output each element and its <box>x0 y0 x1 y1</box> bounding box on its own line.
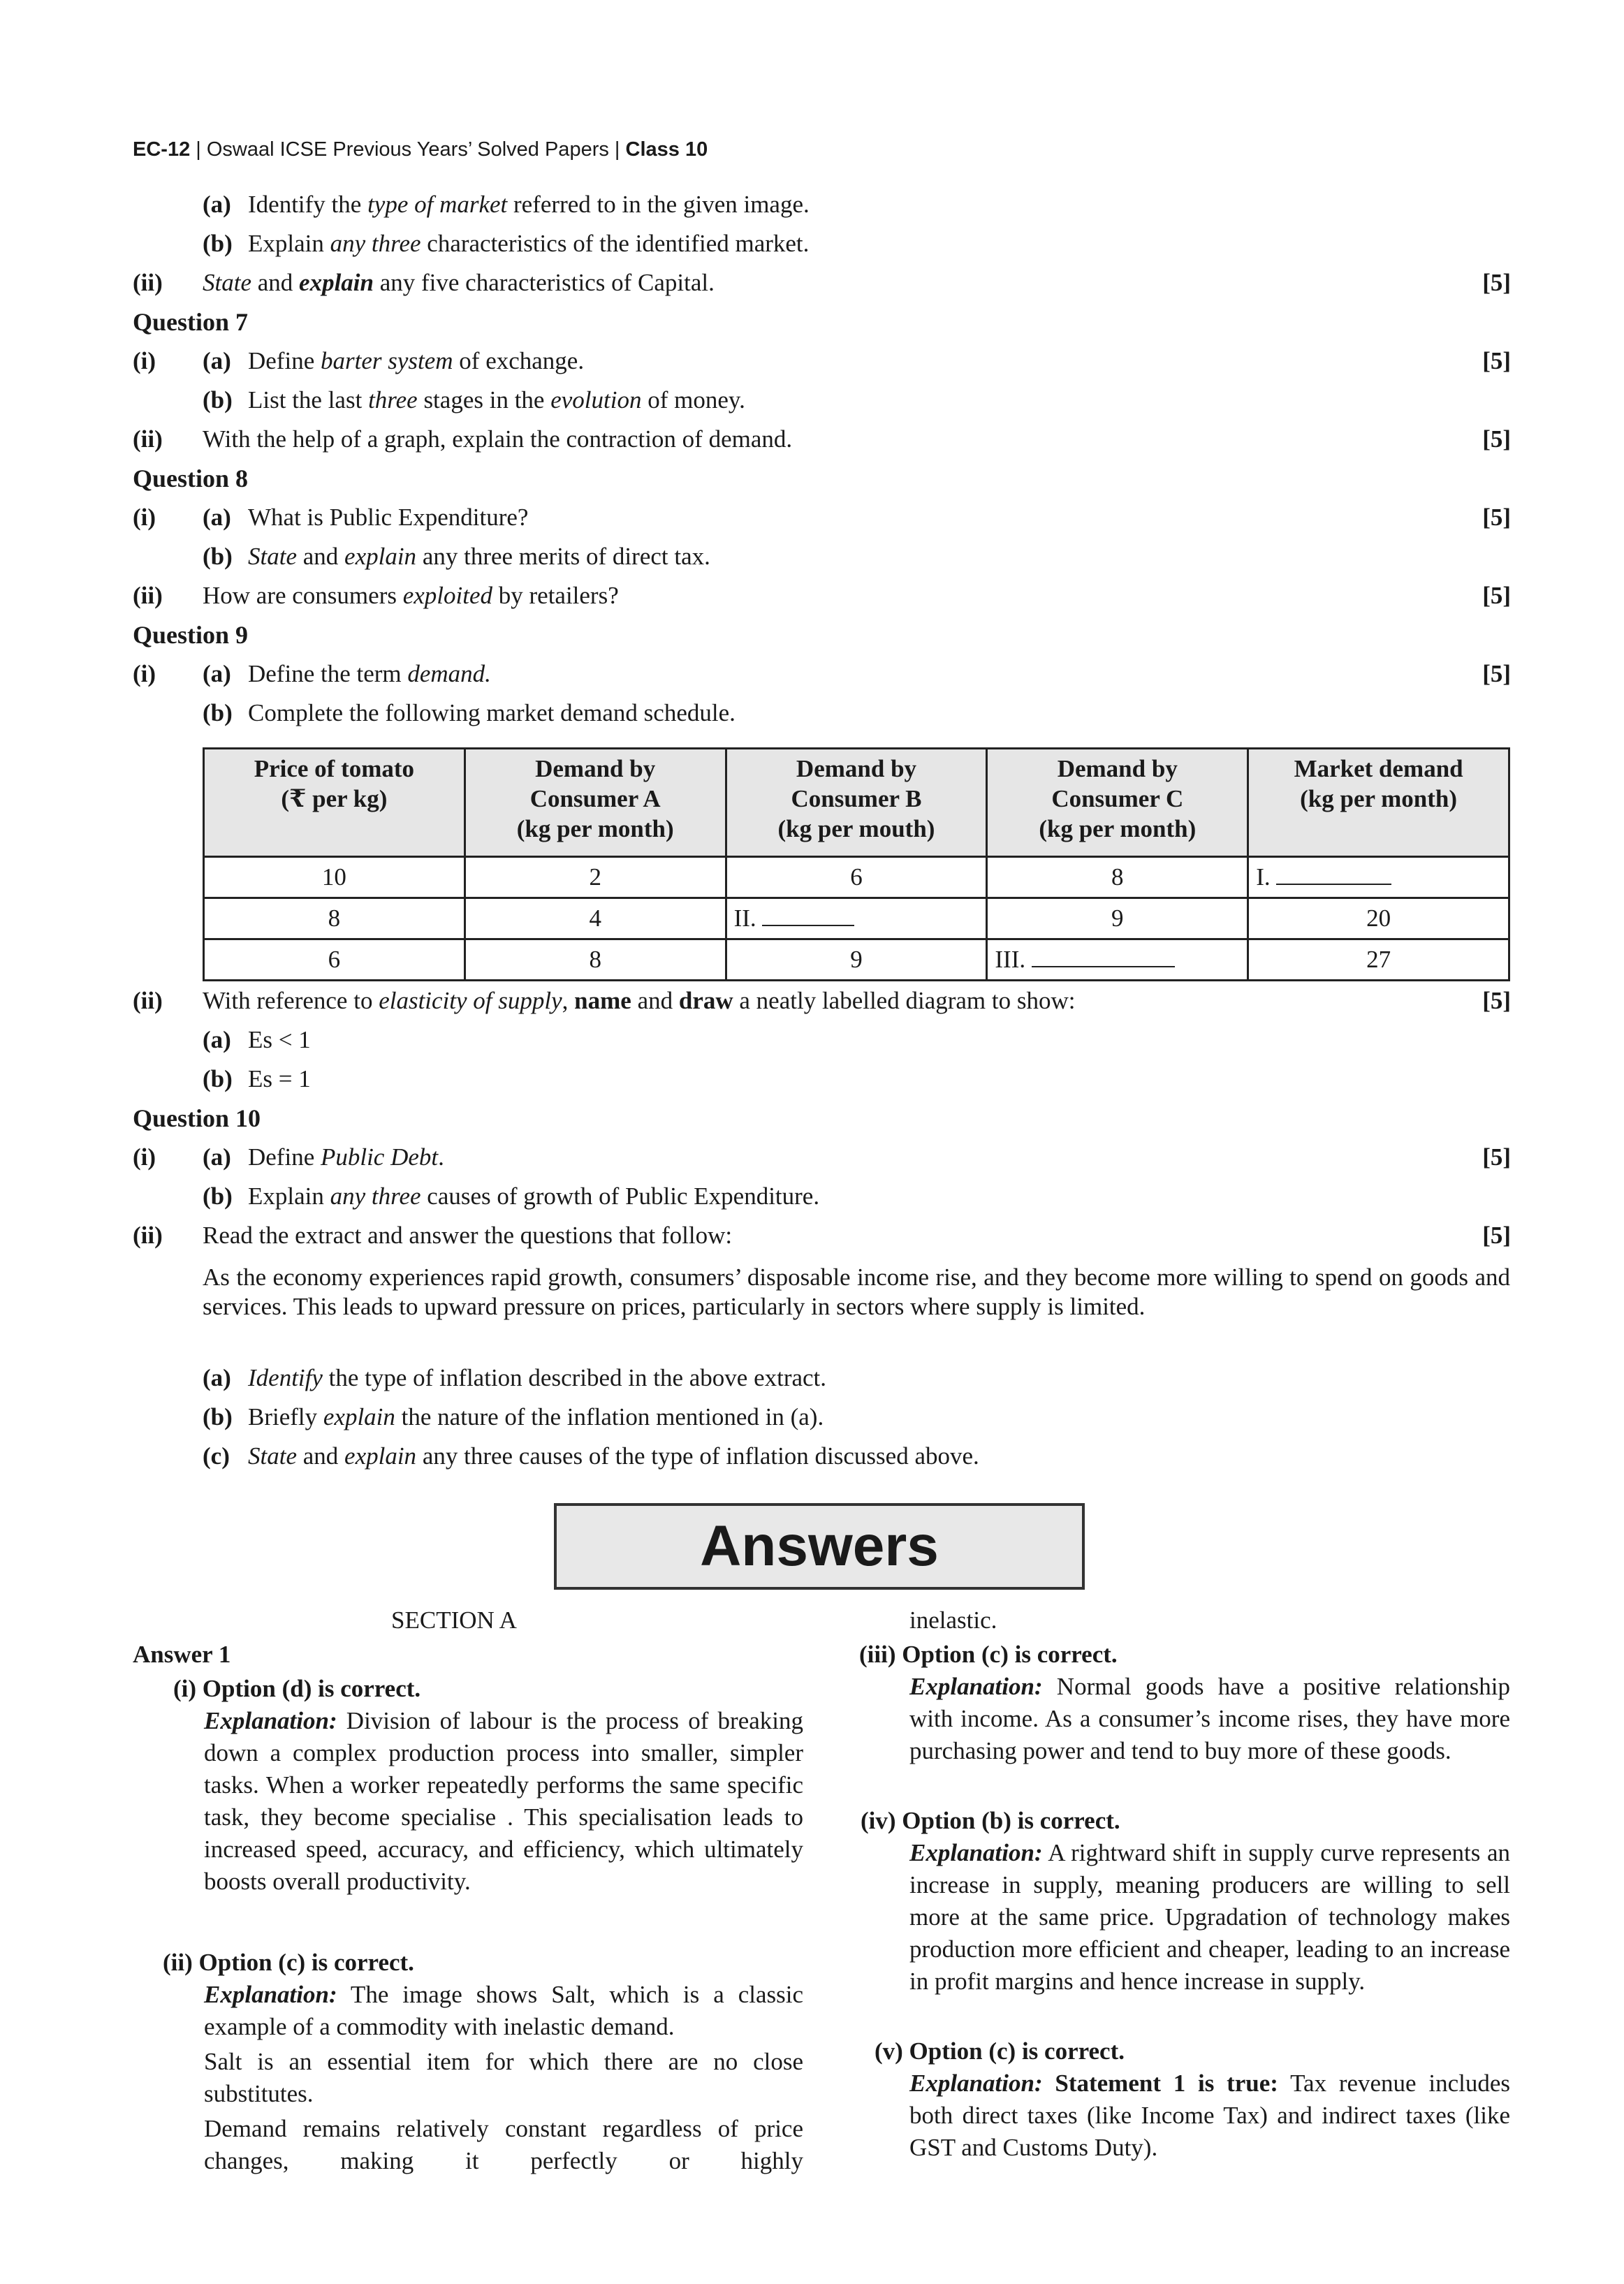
q10-qb-text: Briefly explain the nature of the inflation mentioned in (a). <box>248 1403 824 1430</box>
q10-i-marks: [5] <box>1482 1143 1511 1171</box>
table-cell: 8 <box>464 939 726 981</box>
q10-i-label: (i) <box>133 1143 156 1171</box>
q10-ii-label: (ii) <box>133 1222 163 1249</box>
table-cell-blank: III. <box>987 939 1248 981</box>
answer-blank <box>1276 860 1391 885</box>
table-header-cell: Demand by Consumer B (kg per mouth) <box>726 749 987 857</box>
q9-a-label: (a) <box>203 660 231 687</box>
q7-ii-marks: [5] <box>1482 425 1511 453</box>
q6-b-label: (b) <box>203 230 233 257</box>
q8-a-label: (a) <box>203 504 231 531</box>
q8-ii-label: (ii) <box>133 582 163 609</box>
market-demand-schedule-table <box>203 747 1510 981</box>
question-9-heading: Question 9 <box>133 621 249 649</box>
table-header-cell: Demand by Consumer C (kg per month) <box>987 749 1248 857</box>
q9-ii-label: (ii) <box>133 987 163 1014</box>
table-cell: 6 <box>726 857 987 898</box>
table-row <box>204 939 1509 981</box>
answer-iv-explanation: Explanation: A rightward shift in supply curve represents an increase in supply, meaning producers are willing to sell more at the same price. Upgradation of technology makes production more efficient and cheaper, leading to an increase in profit margins and hence increase in supply. <box>909 1839 1510 1995</box>
table-cell: 8 <box>987 857 1248 898</box>
answer-iii-heading: (iii) Option (c) is correct. <box>859 1641 1118 1668</box>
answer-1-heading: Answer 1 <box>133 1641 231 1668</box>
q8-a-text: What is Public Expenditure? <box>248 504 529 531</box>
answer-ii-heading: (ii) Option (c) is correct. <box>163 1949 414 1976</box>
q8-ii-marks: [5] <box>1482 582 1511 609</box>
q6-ii-marks: [5] <box>1482 269 1511 296</box>
q9-iia-label: (a) <box>203 1026 231 1053</box>
q9-iib-text: Es = 1 <box>248 1065 311 1092</box>
q10-qa-label: (a) <box>203 1364 231 1391</box>
class-label: Class 10 <box>625 138 708 161</box>
table-cell: 27 <box>1248 939 1509 981</box>
q7-i-label: (i) <box>133 347 156 374</box>
table-cell: 4 <box>464 898 726 939</box>
q7-a-text: Define barter system of exchange. <box>248 347 585 374</box>
question-10-heading: Question 10 <box>133 1104 261 1132</box>
q7-ii-label: (ii) <box>133 425 163 453</box>
q9-a-text: Define the term demand. <box>248 660 491 687</box>
q6-ii-text: State and explain any five characteristics of Capital. <box>203 269 715 296</box>
table-header-cell: Market demand (kg per month) <box>1248 749 1509 857</box>
q6-a-text: Identify the type of market referred to in the given image. <box>248 191 810 218</box>
table-cell: 9 <box>987 898 1248 939</box>
q6-b-text: Explain any three characteristics of the identified market. <box>248 230 810 257</box>
q10-ii-text: Read the extract and answer the questions that follow: <box>203 1222 733 1249</box>
extract-paragraph: As the economy experiences rapid growth, consumers’ disposable income rise, and they become more willing to spend on goods and services. This leads to upward pressure on prices, particularly in sectors where supply is limited. <box>203 1264 1510 1320</box>
table-cell-blank: I. <box>1248 857 1509 898</box>
q10-qc-label: (c) <box>203 1442 230 1470</box>
q9-i-marks: [5] <box>1482 660 1511 687</box>
table-header-cell: Price of tomato (₹ per kg) <box>204 749 465 857</box>
q7-a-label: (a) <box>203 347 231 374</box>
q8-i-label: (i) <box>133 504 156 531</box>
answer-ii-explanation: Explanation: The image shows Salt, which is a classic example of a commodity with inelastic demand. Salt is an essential item for which there are no close substitutes. Demand remains relatively constant regardless of price changes, making it perfectly or highly <box>204 1981 803 2174</box>
running-header: EC-12 | Oswaal ICSE Previous Years’ Solved Papers | Class 10 <box>133 138 708 161</box>
q7-i-marks: [5] <box>1482 347 1511 374</box>
q7-b-label: (b) <box>203 386 233 413</box>
answer-blank <box>1032 942 1175 967</box>
q9-b-text: Complete the following market demand schedule. <box>248 699 736 726</box>
answer-blank <box>762 901 854 926</box>
table-cell: 2 <box>464 857 726 898</box>
q10-b-label: (b) <box>203 1183 233 1210</box>
q10-a-text: Define Public Debt. <box>248 1143 444 1171</box>
q7-ii-text: With the help of a graph, explain the contraction of demand. <box>203 425 793 453</box>
q8-ii-text: How are consumers exploited by retailers? <box>203 582 619 609</box>
q9-ii-marks: [5] <box>1482 987 1511 1014</box>
q9-iia-text: Es < 1 <box>248 1026 311 1053</box>
q8-b-text: State and explain any three merits of direct tax. <box>248 543 710 570</box>
answer-i-heading: (i) Option (d) is correct. <box>173 1675 421 1702</box>
answer-iii-explanation: Explanation: Normal goods have a positive relationship with income. As a consumer’s income rises, they have more purchasing power and tend to buy more of these goods. <box>909 1673 1510 1764</box>
q10-qb-label: (b) <box>203 1403 233 1430</box>
table-cell: 9 <box>726 939 987 981</box>
q9-ii-text: With reference to elasticity of supply, name and draw a neatly labelled diagram to show: <box>203 987 1076 1014</box>
page-code: EC-12 <box>133 138 191 161</box>
answer-v-explanation: Explanation: Statement 1 is true: Tax revenue includes both direct taxes (like Income Tax) and indirect taxes (like GST and Customs Duty). <box>909 2070 1510 2161</box>
table-cell-blank: II. <box>726 898 987 939</box>
answer-iv-heading: (iv) Option (b) is correct. <box>861 1807 1120 1834</box>
answers-banner: Answers <box>554 1503 1085 1590</box>
q9-b-label: (b) <box>203 699 233 726</box>
q10-qc-text: State and explain any three causes of the type of inflation discussed above. <box>248 1442 979 1470</box>
q10-qa-text: Identify the type of inflation described in the above extract. <box>248 1364 827 1391</box>
q6-ii-label: (ii) <box>133 269 163 296</box>
section-a-heading: SECTION A <box>391 1606 517 1634</box>
table-cell: 10 <box>204 857 465 898</box>
table-row <box>204 898 1509 939</box>
q8-b-label: (b) <box>203 543 233 570</box>
q10-b-text: Explain any three causes of growth of Public Expenditure. <box>248 1183 820 1210</box>
table-header-cell: Demand by Consumer A (kg per month) <box>464 749 726 857</box>
q6-a-label: (a) <box>203 191 231 218</box>
table-cell: 20 <box>1248 898 1509 939</box>
table-cell: 8 <box>204 898 465 939</box>
q8-i-marks: [5] <box>1482 504 1511 531</box>
q9-iib-label: (b) <box>203 1065 233 1092</box>
answer-v-heading: (v) Option (c) is correct. <box>875 2037 1125 2065</box>
q9-i-label: (i) <box>133 660 156 687</box>
q7-b-text: List the last three stages in the evolution of money. <box>248 386 745 413</box>
answer-ii-continuation: inelastic. <box>909 1606 997 1634</box>
question-7-heading: Question 7 <box>133 308 249 336</box>
table-cell: 6 <box>204 939 465 981</box>
q10-a-label: (a) <box>203 1143 231 1171</box>
book-title: Oswaal ICSE Previous Years’ Solved Papers <box>206 138 609 161</box>
answer-i-explanation: Explanation: Division of labour is the process of breaking down a complex production process into smaller, simpler tasks. When a worker repeatedly performs the same specific task, they become specialise . This specialisation leads to increased speed, accuracy, and efficiency, which ultimately boosts overall productivity. <box>204 1707 803 1895</box>
q10-ii-marks: [5] <box>1482 1222 1511 1249</box>
table-row <box>204 857 1509 898</box>
table-header-row <box>204 749 1509 857</box>
question-8-heading: Question 8 <box>133 464 249 492</box>
